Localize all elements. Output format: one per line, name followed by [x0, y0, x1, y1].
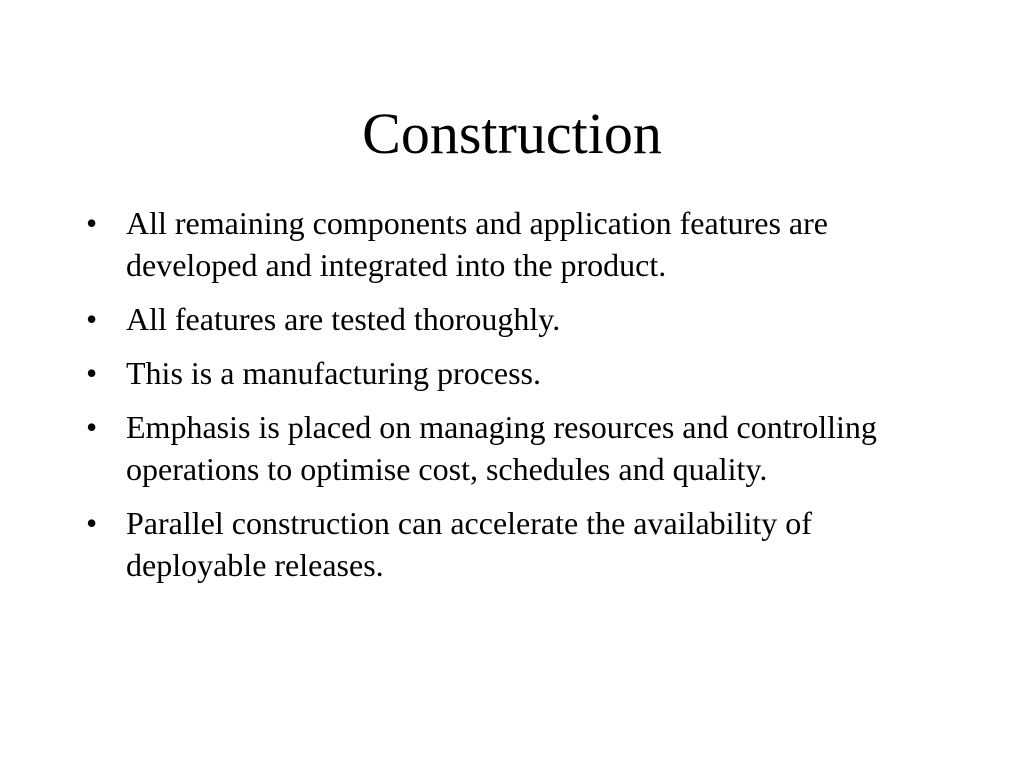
bullet-text: All remaining components and application features are developed and integrated into the product.: [126, 205, 828, 283]
bullet-icon: •: [86, 505, 98, 541]
bullet-item: [86, 502, 956, 586]
bullet-item: [86, 202, 956, 286]
bullet-icon: •: [86, 301, 98, 337]
bullet-text: Emphasis is placed on managing resources and controlling operations to optimise cost, schedules and quality.: [126, 409, 877, 487]
bullet-text: This is a manufacturing process.: [126, 355, 541, 391]
bullet-icon: •: [86, 409, 98, 445]
bullet-text: Parallel construction can accelerate the availability of deployable releases.: [126, 505, 812, 583]
bullet-item: [86, 298, 956, 340]
slide-title: Construction: [362, 101, 662, 166]
bullet-list: [86, 202, 956, 598]
bullet-icon: •: [86, 205, 98, 241]
bullet-icon: •: [86, 355, 98, 391]
bullet-text: All features are tested thoroughly.: [126, 301, 561, 337]
bullet-item: [86, 352, 956, 394]
bullet-item: [86, 406, 956, 490]
